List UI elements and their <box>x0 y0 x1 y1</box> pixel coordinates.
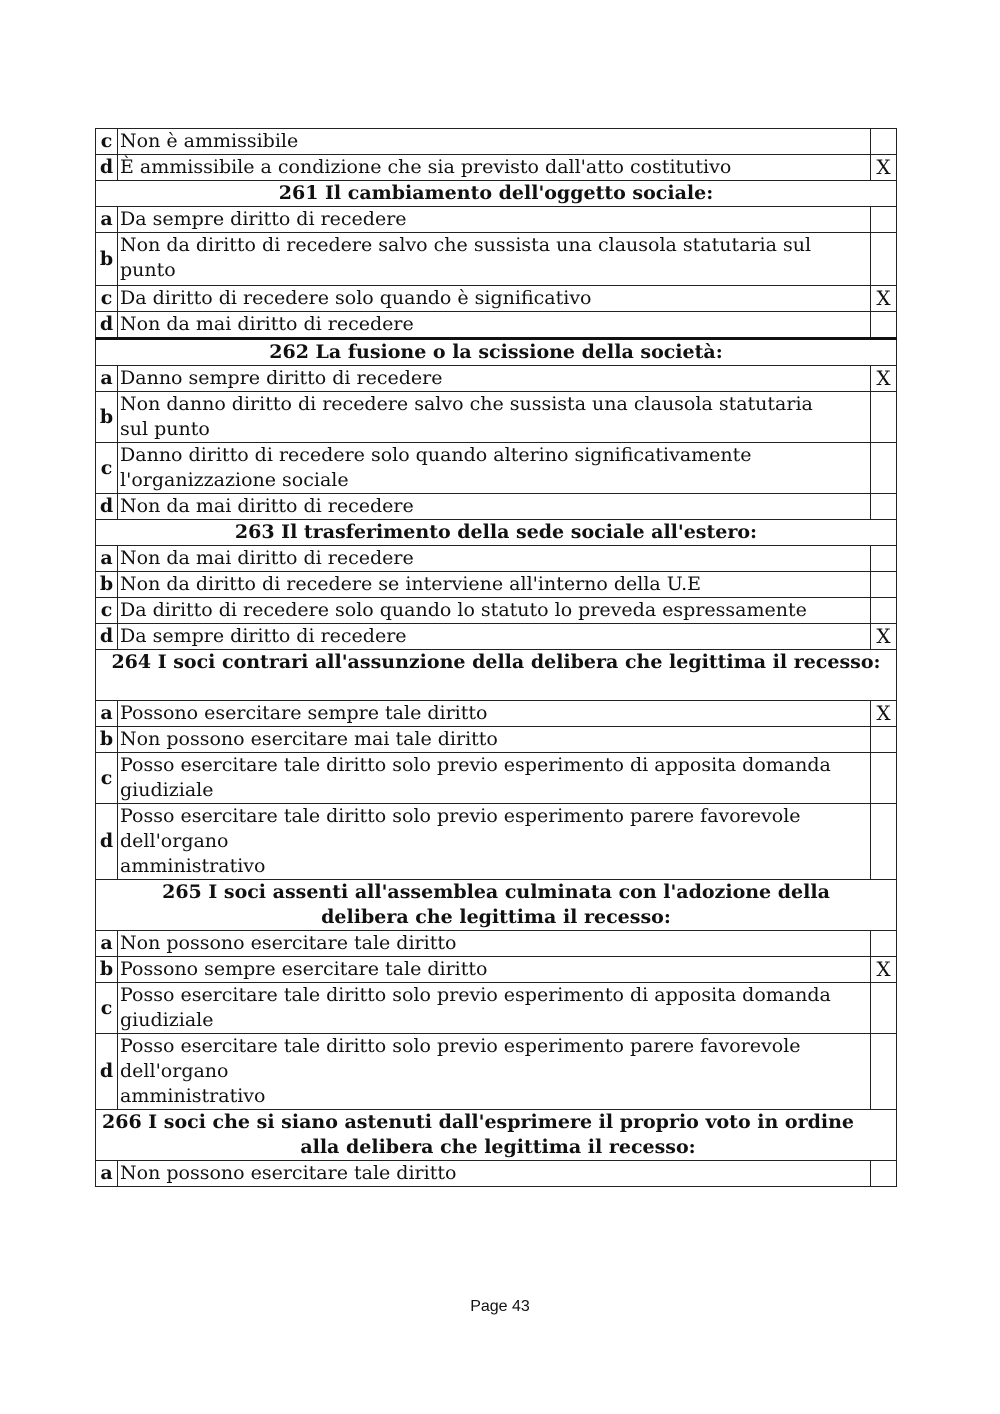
answer-text <box>118 494 871 520</box>
answer-row <box>96 983 897 1034</box>
answer-row <box>96 1034 897 1110</box>
answer-row <box>96 957 897 983</box>
answer-text-line: Posso esercitare tale diritto solo previo esperimento parere favorevole dell'organo <box>120 1035 801 1082</box>
answer-text-line: Possono esercitare sempre tale diritto <box>120 702 488 724</box>
answer-text <box>118 1161 871 1187</box>
answer-letter: b <box>96 957 118 983</box>
answer-row <box>96 598 897 624</box>
answer-mark: X <box>870 624 896 650</box>
answer-text-line: Non possono esercitare tale diritto <box>120 932 457 954</box>
answer-row <box>96 701 897 727</box>
answer-row <box>96 207 897 233</box>
question-text <box>96 181 897 207</box>
answer-row <box>96 572 897 598</box>
answer-text-line: Posso esercitare tale diritto solo previo esperimento di apposita domanda <box>120 984 831 1006</box>
answer-row <box>96 392 897 443</box>
answer-mark <box>870 129 896 155</box>
answer-letter: d <box>96 624 118 650</box>
answer-mark <box>870 804 896 880</box>
answer-text <box>118 957 871 983</box>
answer-letter: c <box>96 598 118 624</box>
answer-row <box>96 624 897 650</box>
answer-letter: c <box>96 443 118 494</box>
answer-text <box>118 233 871 286</box>
answer-row <box>96 233 897 286</box>
answer-letter: c <box>96 286 118 312</box>
answer-text-line: Non danno diritto di recedere salvo che sussista una clausola statutaria <box>120 393 813 415</box>
answer-mark: X <box>870 957 896 983</box>
answer-text <box>118 727 871 753</box>
answer-mark <box>870 233 896 286</box>
answer-text-line: Da sempre diritto di recedere <box>120 625 407 647</box>
answer-mark <box>870 494 896 520</box>
answer-text <box>118 983 871 1034</box>
answer-text-line: giudiziale <box>120 1009 214 1031</box>
answer-text-line: Possono sempre esercitare tale diritto <box>120 958 488 980</box>
answer-text <box>118 546 871 572</box>
answer-text-line: Da diritto di recedere solo quando lo statuto lo preveda espressamente <box>120 599 807 621</box>
question-text <box>96 880 897 931</box>
question-text <box>96 520 897 546</box>
answer-text <box>118 598 871 624</box>
answer-text-line: Non da diritto di recedere salvo che sussista una clausola statutaria sul punto <box>120 234 812 281</box>
question-line: 265 I soci assenti all'assemblea culminata con l'adozione della <box>162 881 830 903</box>
answer-text <box>118 624 871 650</box>
answer-text-line: giudiziale <box>120 779 214 801</box>
answer-letter: d <box>96 155 118 181</box>
question-line: delibera che legittima il recesso: <box>321 906 671 928</box>
answer-text-line: Non possono esercitare tale diritto <box>120 1162 457 1184</box>
answer-letter: c <box>96 129 118 155</box>
answer-text-line: Non è ammissibile <box>120 130 299 152</box>
answer-mark: X <box>870 286 896 312</box>
answer-letter: d <box>96 804 118 880</box>
answer-text <box>118 207 871 233</box>
answer-row <box>96 366 897 392</box>
answer-row <box>96 753 897 804</box>
answer-mark <box>870 1161 896 1187</box>
question-row <box>96 1110 897 1161</box>
answer-text <box>118 312 871 339</box>
answer-text <box>118 286 871 312</box>
answer-mark <box>870 546 896 572</box>
answer-mark <box>870 753 896 804</box>
question-line: 266 I soci che si siano astenuti dall'esprimere il proprio voto in ordine <box>102 1111 854 1133</box>
answer-text <box>118 129 871 155</box>
answer-text <box>118 701 871 727</box>
answer-text <box>118 572 871 598</box>
answer-text <box>118 1034 871 1110</box>
answer-mark <box>870 572 896 598</box>
answer-letter: b <box>96 572 118 598</box>
answer-row <box>96 1161 897 1187</box>
answer-text-line: sul punto <box>120 418 210 440</box>
answer-text-line: Non possono esercitare mai tale diritto <box>120 728 498 750</box>
answer-mark <box>870 598 896 624</box>
answer-letter: a <box>96 1161 118 1187</box>
answer-text <box>118 392 871 443</box>
question-line: 263 Il trasferimento della sede sociale all'estero: <box>234 521 758 543</box>
answer-mark <box>870 931 896 957</box>
question-text <box>96 339 897 366</box>
question-row <box>96 650 897 701</box>
answer-text-line: Da diritto di recedere solo quando è significativo <box>120 287 592 309</box>
answer-letter: d <box>96 1034 118 1110</box>
answer-letter: b <box>96 727 118 753</box>
answer-mark <box>870 207 896 233</box>
question-row <box>96 880 897 931</box>
answer-letter: d <box>96 312 118 339</box>
answer-row <box>96 286 897 312</box>
answer-text-line: Non da mai diritto di recedere <box>120 313 414 335</box>
answer-letter: c <box>96 983 118 1034</box>
question-text <box>96 650 897 701</box>
answer-mark <box>870 443 896 494</box>
answer-row <box>96 804 897 880</box>
answer-letter: a <box>96 546 118 572</box>
answer-mark <box>870 727 896 753</box>
answer-row <box>96 155 897 181</box>
answer-letter: b <box>96 392 118 443</box>
answer-mark <box>870 983 896 1034</box>
answer-mark: X <box>870 366 896 392</box>
page-number: Page 43 <box>470 1298 530 1315</box>
answer-text-line: l'organizzazione sociale <box>120 469 349 491</box>
answer-text-line: Posso esercitare tale diritto solo previo esperimento parere favorevole dell'organo <box>120 805 801 852</box>
answer-row <box>96 312 897 339</box>
answer-mark: X <box>870 155 896 181</box>
answer-row <box>96 546 897 572</box>
question-row <box>96 520 897 546</box>
answer-text <box>118 366 871 392</box>
question-line: alla delibera che legittima il recesso: <box>300 1136 696 1158</box>
answer-text-line: Non da mai diritto di recedere <box>120 495 414 517</box>
answer-text <box>118 155 871 181</box>
question-line: 262 La fusione o la scissione della società: <box>269 341 723 363</box>
question-line: 261 Il cambiamento dell'oggetto sociale: <box>278 182 714 204</box>
answer-letter: a <box>96 931 118 957</box>
answer-row <box>96 727 897 753</box>
answer-text <box>118 443 871 494</box>
answer-text-line: amministrativo <box>120 1085 266 1107</box>
answer-letter: a <box>96 701 118 727</box>
answer-text <box>118 753 871 804</box>
answer-text-line: Non da mai diritto di recedere <box>120 547 414 569</box>
answer-text <box>118 931 871 957</box>
question-row <box>96 339 897 366</box>
answer-text-line: Non da diritto di recedere se interviene all'interno della U.E <box>120 573 701 595</box>
answer-row <box>96 129 897 155</box>
answer-letter: d <box>96 494 118 520</box>
answer-mark <box>870 312 896 339</box>
question-text <box>96 1110 897 1161</box>
answer-text <box>118 804 871 880</box>
answer-text-line: Danno diritto di recedere solo quando alterino significativamente <box>120 444 752 466</box>
answer-mark <box>870 1034 896 1110</box>
answer-text-line: amministrativo <box>120 855 266 877</box>
question-line: 264 I soci contrari all'assunzione della delibera che legittima il recesso: <box>111 651 881 673</box>
answer-row <box>96 931 897 957</box>
answer-letter: b <box>96 233 118 286</box>
quiz-table-body <box>96 129 897 1187</box>
answer-letter: a <box>96 207 118 233</box>
answer-letter: c <box>96 753 118 804</box>
answer-text-line: Posso esercitare tale diritto solo previo esperimento di apposita domanda <box>120 754 831 776</box>
answer-text-line: Danno sempre diritto di recedere <box>120 367 443 389</box>
answer-letter: a <box>96 366 118 392</box>
answer-text-line: Da sempre diritto di recedere <box>120 208 407 230</box>
question-row <box>96 181 897 207</box>
answer-row <box>96 443 897 494</box>
answer-text-line: È ammissibile a condizione che sia previsto dall'atto costitutivo <box>120 156 732 178</box>
answer-mark: X <box>870 701 896 727</box>
answer-mark <box>870 392 896 443</box>
answer-row <box>96 494 897 520</box>
quiz-table <box>95 128 897 1187</box>
